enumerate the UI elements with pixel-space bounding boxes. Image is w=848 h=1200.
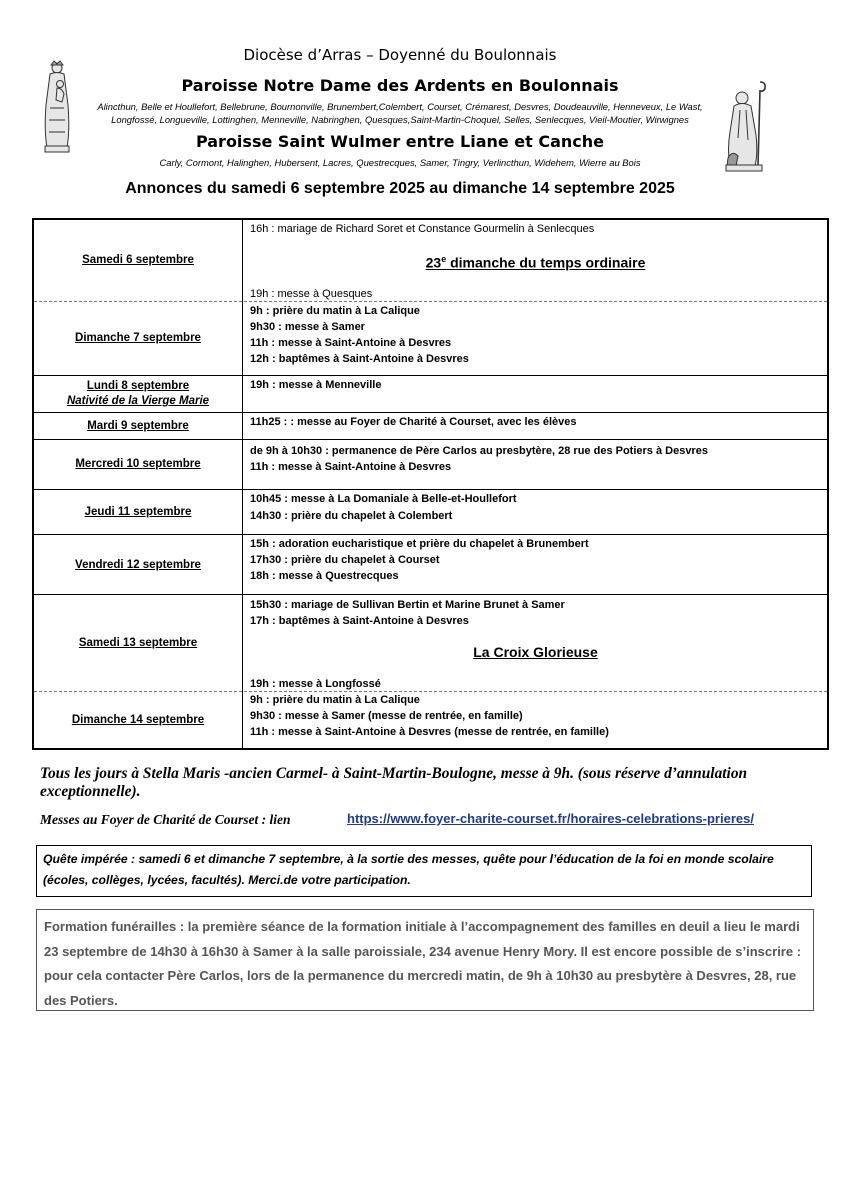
foyer-link[interactable]: https://www.foyer-charite-courset.fr/horaires-celebrations-prieres/ — [347, 811, 754, 826]
entry: 11h : messe à Saint-Antoine à Desvres (messe de rentrée, en famille) — [250, 726, 609, 738]
schedule-row-dimanche-7 — [34, 301, 827, 374]
parish-saint-wulmer-title: Paroisse Saint Wulmer entre Liane et Canche — [195, 132, 605, 151]
formation-text: Formation funérailles : la première séance de la formation initiale à l’accompagnement des familles en deuil a lieu le mardi 23 septembre de 14h30 à 16h30 à Samer à la salle paroissiale, 234 avenue Henry Mory. Il est encore possible de s’inscrire : pour cela contacter Père Carlos, lors de la permanence du mercredi matin, de 9h à 10h30 au presbytère à Desvres, 28, rue des Potiers. — [44, 919, 802, 1008]
announcement-title: Annonces du samedi 6 septembre 2025 au dimanche 14 septembre 2025 — [125, 180, 675, 197]
day-label: Jeudi 11 septembre — [84, 506, 192, 518]
schedule-table — [32, 218, 829, 750]
entry: 14h30 : prière du chapelet à Colembert — [250, 510, 453, 522]
entry: 11h25 : : messe au Foyer de Charité à Courset, avec les élèves — [250, 416, 577, 428]
entry: 12h : baptêmes à Saint-Antoine à Desvres — [250, 353, 469, 365]
stella-maris-note: Tous les jours à Stella Maris -ancien Carmel- à Saint-Martin-Boulogne, messe à 9h. (sous réserve d’annulation exceptionnelle). — [40, 765, 748, 800]
entry: 19h : messe à Menneville — [250, 379, 382, 391]
entry: 19h : messe à Longfossé — [250, 678, 381, 690]
villages-line-1: Alincthun, Belle et Houllefort, Bellebrune, Bournonville, Brunembert,Colembert, Courset, Crémarest, Desvres, Doudeauville, Henneveux, Le Wast, — [97, 101, 703, 112]
schedule-row-lundi-8 — [34, 375, 827, 412]
schedule-row-samedi-6 — [34, 220, 827, 301]
entry: 9h : prière du matin à La Calique — [250, 305, 420, 317]
entry: 11h : messe à Saint-Antoine à Desvres — [250, 461, 452, 473]
entry: 9h30 : messe à Samer (messe de rentrée, en famille) — [250, 710, 523, 722]
entry: 9h30 : messe à Samer — [250, 321, 365, 333]
day-label: Dimanche 14 septembre — [71, 714, 205, 726]
schedule-row-jeudi-11 — [34, 489, 827, 535]
schedule-row-mardi-9 — [34, 412, 827, 439]
quete-text: Quête impérée : samedi 6 et dimanche 7 septembre, à la sortie des messes, quête pour l’éducation de la foi en monde scolaire (écoles, collèges, lycées, facultés). Merci.de votre participation. — [43, 852, 774, 887]
formation-box — [36, 909, 814, 1011]
schedule-row-mercredi-10 — [34, 439, 827, 489]
day-label: Dimanche 7 septembre — [75, 331, 201, 344]
entry: 17h30 : prière du chapelet à Courset — [250, 554, 440, 566]
liturgy-title: La Croix Glorieuse — [473, 644, 598, 660]
schedule-row-vendredi-12 — [34, 534, 827, 595]
entry: 19h : messe à Quesques — [250, 288, 373, 300]
parish-saint-wulmer-villages: Carly, Cormont, Halinghen, Hubersent, Lacres, Questrecques, Samer, Tingry, Verlincthun, Widehem, Wierre au Bois — [159, 157, 641, 168]
villages-line-2: Longfossé, Longueville, Lottinghen, Menneville, Nabringhen, Quesques,Saint-Martin-Choquel, Selles, Senlecques, Vieil-Moutier, Wirwignes — [111, 114, 689, 125]
day-label: Samedi 6 septembre — [82, 254, 194, 266]
day-label: Samedi 13 septembre — [78, 637, 198, 649]
diocese-title: Diocèse d’Arras – Doyenné du Boulonnais — [243, 46, 557, 64]
foyer-link-label: Messes au Foyer de Charité de Courset : lien — [40, 812, 291, 827]
entry: de 9h à 10h30 : permanence de Père Carlos au presbytère, 28 rue des Potiers à Desvres — [250, 445, 708, 457]
entry: 15h30 : mariage de Sullivan Bertin et Marine Brunet à Samer — [250, 599, 565, 611]
entry: 15h : adoration eucharistique et prière du chapelet à Brunembert — [250, 538, 589, 550]
parish-notre-dame-title: Paroisse Notre Dame des Ardents en Boulonnais — [181, 76, 619, 95]
day-label: Lundi 8 septembre Nativité de la Vierge Marie — [66, 380, 210, 407]
entry: 17h : baptêmes à Saint-Antoine à Desvres — [250, 615, 469, 627]
entry: 9h : prière du matin à La Calique — [250, 694, 420, 706]
schedule-row-dimanche-14 — [34, 691, 827, 749]
liturgy-title: 23e dimanche du temps ordinaire — [425, 254, 646, 271]
parish-notre-dame-villages — [90, 100, 710, 126]
entry: 18h : messe à Questrecques — [250, 570, 399, 582]
day-label: Vendredi 12 septembre — [75, 558, 201, 571]
entry: 10h45 : messe à La Domaniale à Belle-et-Houllefort — [250, 493, 517, 505]
feast-subtitle: Nativité de la Vierge Marie — [66, 395, 210, 407]
entry: 16h : mariage de Richard Soret et Constance Gourmelin à Senlecques — [250, 223, 595, 235]
entry: 11h : messe à Saint-Antoine à Desvres — [250, 337, 452, 349]
schedule-row-samedi-13 — [34, 594, 827, 692]
quete-box — [36, 845, 812, 897]
day-label: Mercredi 10 septembre — [75, 458, 201, 470]
day-label: Mardi 9 septembre — [87, 419, 189, 432]
